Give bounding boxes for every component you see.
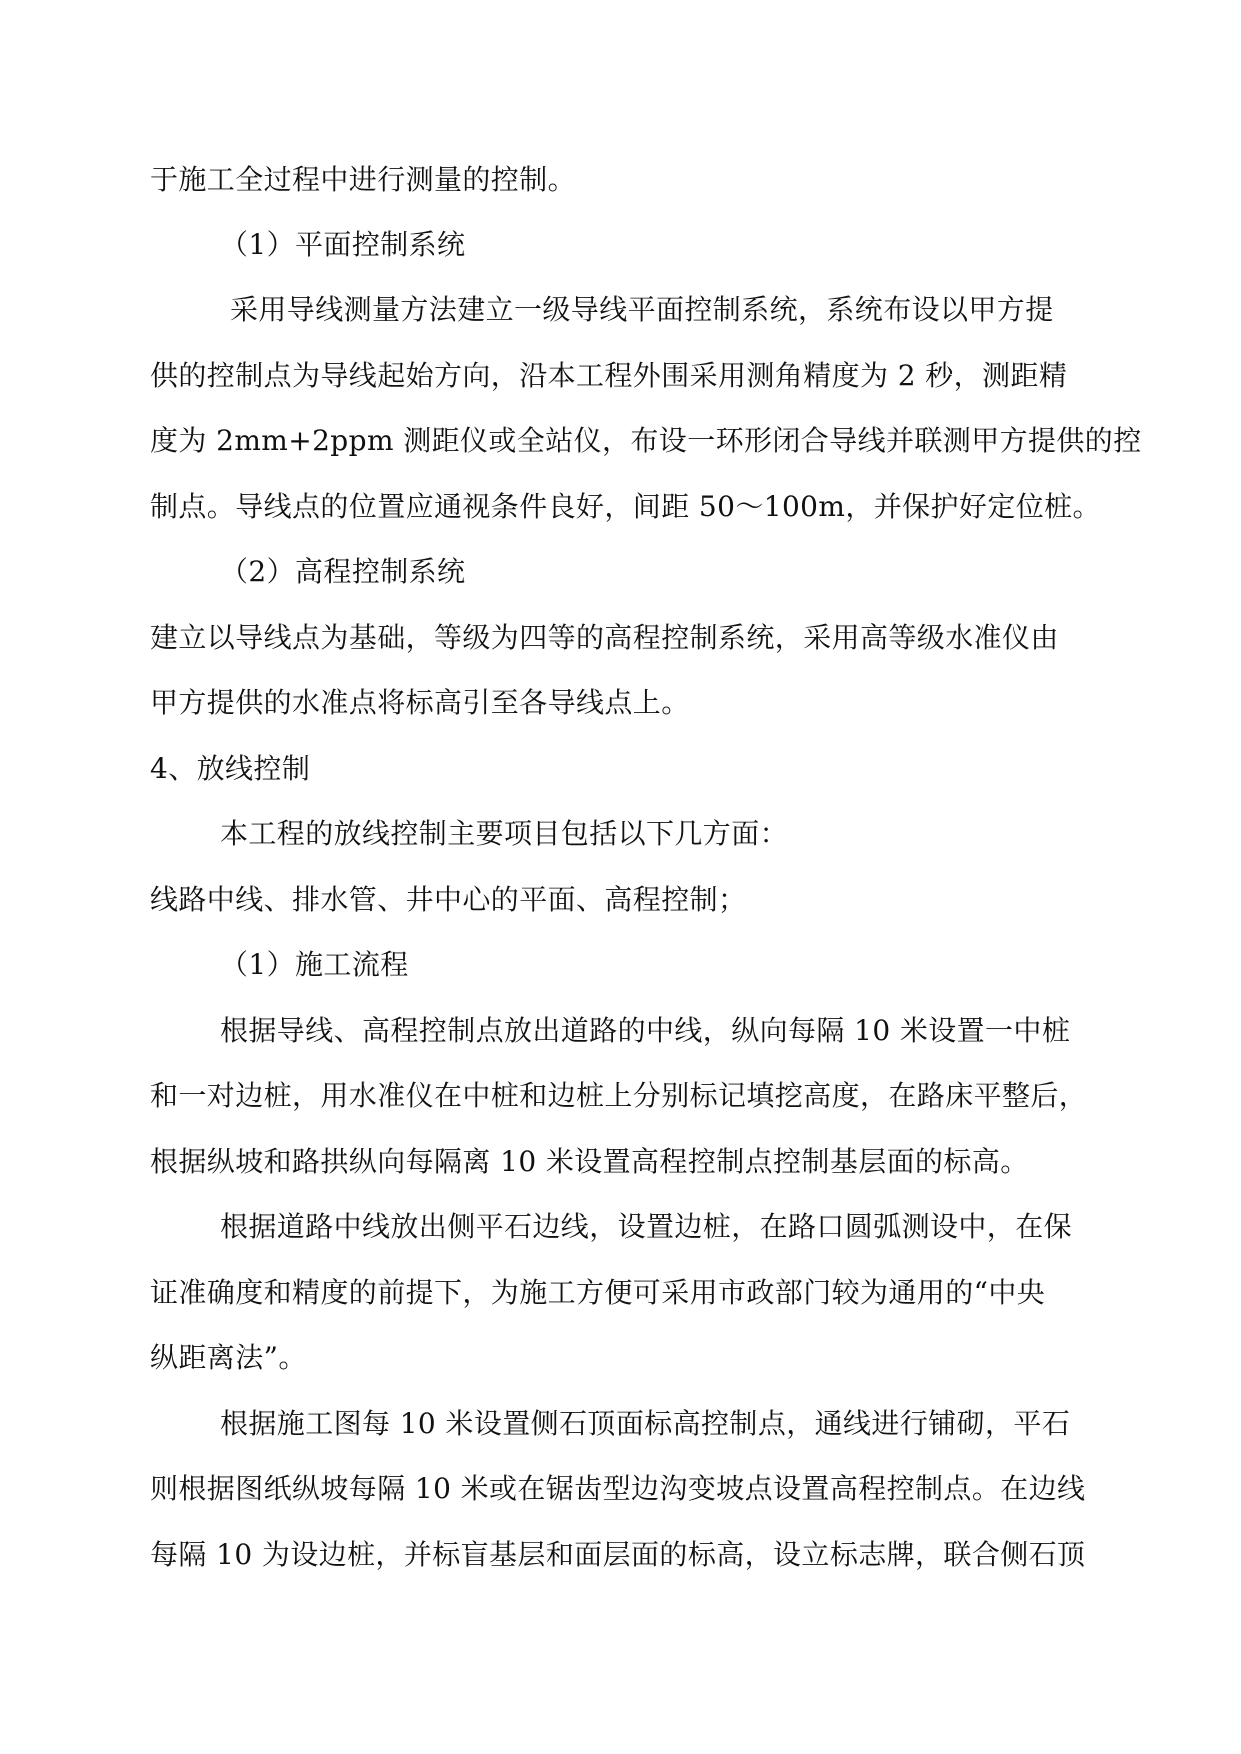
text-line: 证准确度和精度的前提下，为施工方便可采用市政部门较为通用的“中央 bbox=[150, 1276, 1046, 1309]
text-line: 根据纵坡和路拱纵向每隔离 10 米设置高程控制点控制基层面的标高。 bbox=[150, 1145, 1029, 1178]
subheading-construction-flow: （1）施工流程 bbox=[220, 948, 409, 981]
subheading-plane-control: （1）平面控制系统 bbox=[220, 228, 466, 261]
text-line: 根据施工图每 10 米设置侧石顶面标高控制点，通线进行铺砌，平石 bbox=[220, 1407, 1071, 1440]
text-line: 采用导线测量方法建立一级导线平面控制系统，系统布设以甲方提 bbox=[230, 293, 1054, 326]
text-line: 建立以导线点为基础，等级为四等的高程控制系统，采用高等级水准仪由 bbox=[150, 621, 1059, 654]
text-line: 度为 2mm+2ppm 测距仪或全站仪，布设一环形闭合导线并联测甲方提供的控 bbox=[150, 424, 1142, 457]
text-line: 根据道路中线放出侧平石边线，设置边桩，在路口圆弧测设中，在保 bbox=[220, 1210, 1073, 1243]
text-line: 根据导线、高程控制点放出道路的中线，纵向每隔 10 米设置一中桩 bbox=[220, 1014, 1071, 1047]
text-line: 本工程的放线控制主要项目包括以下几方面： bbox=[220, 817, 789, 850]
text-line: 纵距离法”。 bbox=[150, 1341, 307, 1374]
text-line: 则根据图纸纵坡每隔 10 米或在锯齿型边沟变坡点设置高程控制点。在边线 bbox=[150, 1472, 1086, 1505]
text-line: 于施工全过程中进行测量的控制。 bbox=[150, 163, 577, 196]
text-line: 制点。导线点的位置应通视条件良好，间距 50～100m，并保护好定位桩。 bbox=[150, 490, 1101, 523]
subheading-elevation-control: （2）高程控制系统 bbox=[220, 555, 466, 588]
text-line: 甲方提供的水准点将标高引至各导线点上。 bbox=[150, 686, 690, 719]
text-line: 和一对边桩，用水准仪在中桩和边桩上分别标记填挖高度，在路床平整后， bbox=[150, 1079, 1088, 1112]
text-line: 供的控制点为导线起始方向，沿本工程外围采用测角精度为 2 秒，测距精 bbox=[150, 359, 1068, 392]
text-line: 每隔 10 为设边桩，并标盲基层和面层面的标高，设立标志牌，联合侧石顶 bbox=[150, 1538, 1086, 1571]
text-line: 线路中线、排水管、井中心的平面、高程控制； bbox=[150, 883, 747, 916]
section-heading-layout-control: 4、放线控制 bbox=[150, 752, 311, 785]
